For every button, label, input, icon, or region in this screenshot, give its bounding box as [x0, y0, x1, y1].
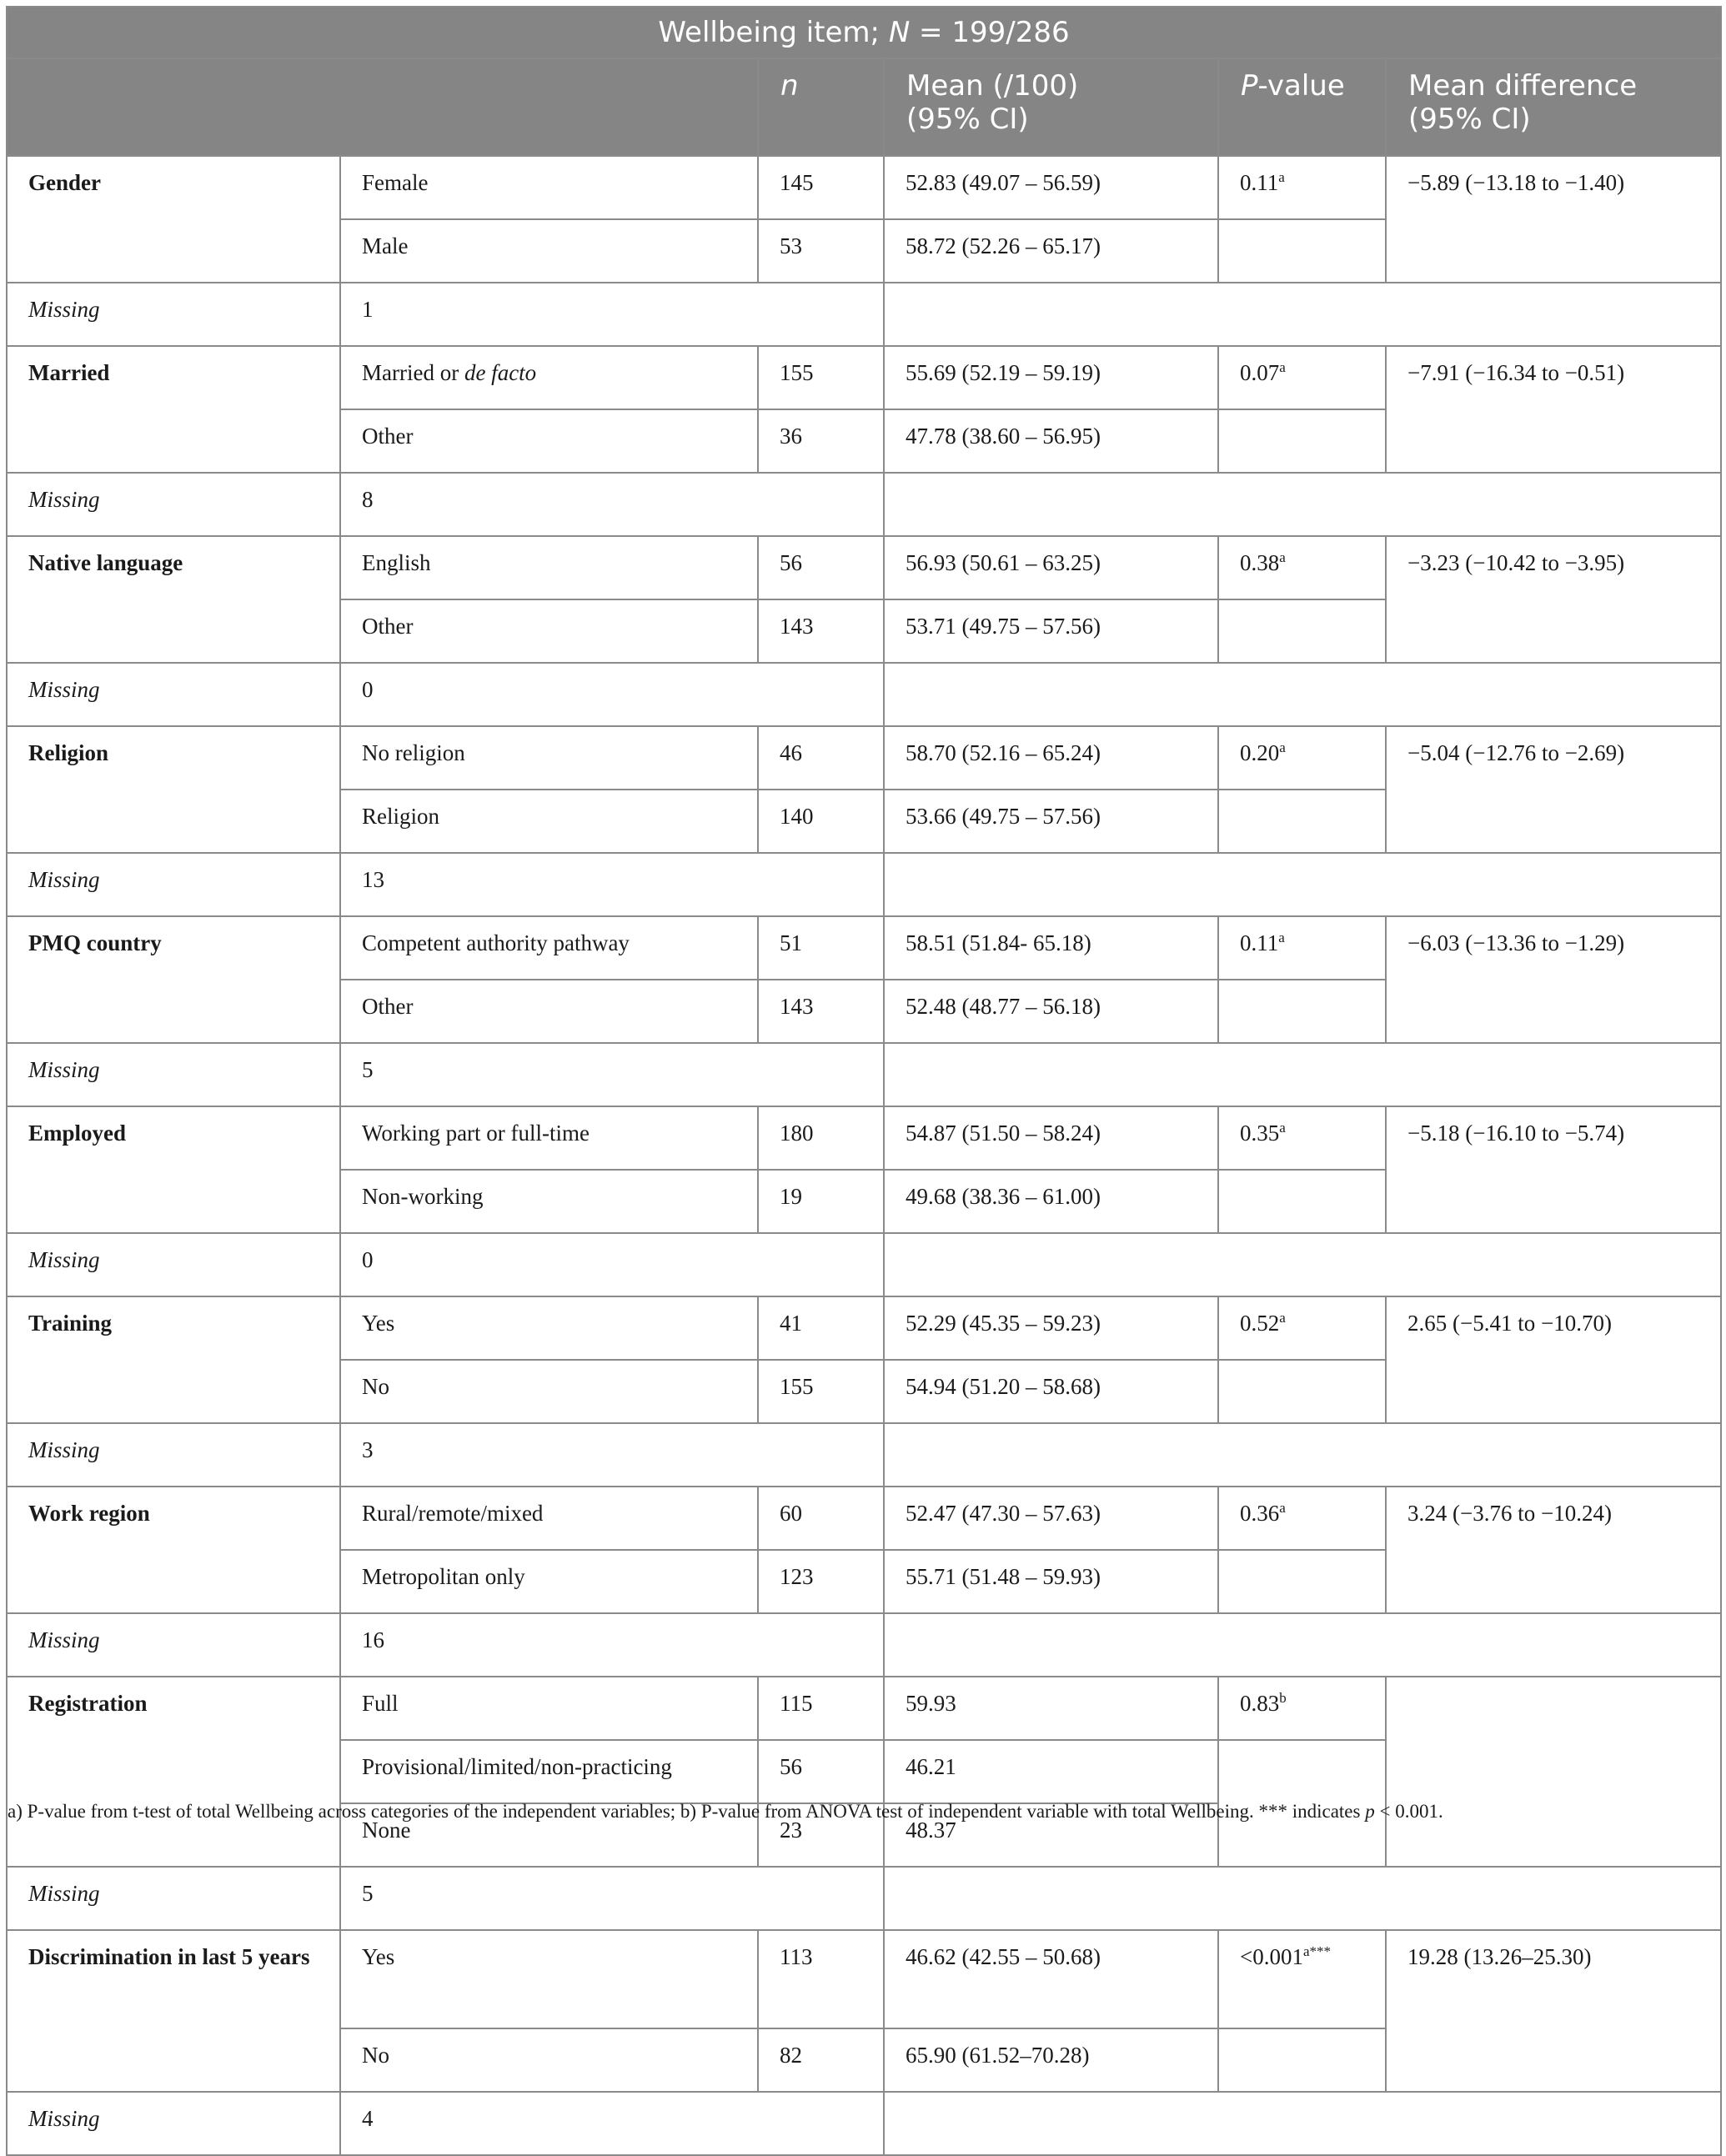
variable-name-cell: Married	[7, 346, 340, 473]
p-value-cell: 0.11$^a$	[1218, 916, 1386, 980]
n-cell: 143	[758, 980, 884, 1043]
n-cell: 60	[758, 1487, 884, 1550]
variable-name-cell: Gender	[7, 156, 340, 283]
mean-ci-cell: 52.47 (47.30 – 57.63)	[884, 1487, 1218, 1550]
missing-count-cell: 16	[340, 1613, 884, 1677]
table-body	[7, 156, 1721, 2155]
category-cell: Religion	[340, 790, 758, 853]
category-cell: Female	[340, 156, 758, 219]
column-header-p-value: P-value	[1218, 58, 1386, 156]
mean-difference-cell: 2.65 (−5.41 to −10.70)	[1386, 1296, 1721, 1423]
mean-difference-cell: −5.89 (−13.18 to −1.40)	[1386, 156, 1721, 283]
p-value-cell: 0.20$^a$	[1218, 726, 1386, 790]
missing-count-cell: 4	[340, 2092, 884, 2155]
table-row	[7, 536, 1721, 599]
mean-difference-cell: −5.18 (−16.10 to −5.74)	[1386, 1106, 1721, 1233]
p-value-superscript: a	[1279, 549, 1286, 565]
missing-row	[7, 1043, 1721, 1106]
mean-difference-cell: 19.28 (13.26–25.30)	[1386, 1930, 1721, 2092]
mean-ci-cell: 54.87 (51.50 – 58.24)	[884, 1106, 1218, 1170]
p-value-superscript: b	[1279, 1690, 1287, 1706]
p-value-empty-cell	[1218, 980, 1386, 1043]
table-title: Wellbeing item; N = 199/286	[7, 7, 1721, 58]
column-header-mean-difference: Mean difference (95% CI)	[1386, 58, 1721, 156]
category-cell: None	[340, 1803, 758, 1867]
table-row	[7, 1677, 1721, 1740]
category-cell: English	[340, 536, 758, 599]
n-cell: 145	[758, 156, 884, 219]
p-value-cell: $<0.001^{a***}$	[1218, 1930, 1386, 2028]
category-cell: No	[340, 2028, 758, 2092]
category-cell: No	[340, 1360, 758, 1423]
p-value-superscript: a	[1279, 1120, 1286, 1136]
n-cell: 123	[758, 1550, 884, 1613]
column-header-mean: Mean (/100) (95% CI)	[884, 58, 1218, 156]
category-cell: Provisional/limited/non-practicing	[340, 1740, 758, 1803]
missing-count-cell: 8	[340, 473, 884, 536]
missing-empty-cell	[884, 1233, 1721, 1296]
n-cell: 51	[758, 916, 884, 980]
category-cell: Rural/remote/mixed	[340, 1487, 758, 1550]
missing-label-cell: Missing	[7, 283, 340, 346]
mean-ci-cell: 49.68 (38.36 – 61.00)	[884, 1170, 1218, 1233]
variable-name-cell: Discrimination in last 5 years	[7, 1930, 340, 2092]
missing-label-cell: Missing	[7, 853, 340, 916]
p-value-superscript: a	[1278, 930, 1285, 945]
p-value-cell: 0.07$^a$	[1218, 346, 1386, 409]
n-cell: 53	[758, 219, 884, 283]
mean-difference-cell: −6.03 (−13.36 to −1.29)	[1386, 916, 1721, 1043]
mean-ci-cell: 58.72 (52.26 – 65.17)	[884, 219, 1218, 283]
missing-count-cell: 1	[340, 283, 884, 346]
p-value-empty-cell	[1218, 219, 1386, 283]
mean-difference-cell: −5.04 (−12.76 to −2.69)	[1386, 726, 1721, 853]
category-cell: Working part or full-time	[340, 1106, 758, 1170]
category-cell: Metropolitan only	[340, 1550, 758, 1613]
n-cell: 155	[758, 346, 884, 409]
p-value-empty-cell	[1218, 790, 1386, 853]
missing-count-cell: 13	[340, 853, 884, 916]
missing-count-cell: 5	[340, 1043, 884, 1106]
mean-difference-cell: −3.23 (−10.42 to −3.95)	[1386, 536, 1721, 663]
n-cell: 46	[758, 726, 884, 790]
n-cell: 140	[758, 790, 884, 853]
p-value-cell: 0.11$^a$	[1218, 156, 1386, 219]
mean-ci-cell: 52.83 (49.07 – 56.59)	[884, 156, 1218, 219]
mean-ci-cell: 54.94 (51.20 – 58.68)	[884, 1360, 1218, 1423]
missing-empty-cell	[884, 1867, 1721, 1930]
missing-label-cell: Missing	[7, 2092, 340, 2155]
missing-row	[7, 1867, 1721, 1930]
header-blank-cell	[7, 58, 758, 156]
mean-ci-cell: 47.78 (38.60 – 56.95)	[884, 409, 1218, 473]
variable-name-cell: PMQ country	[7, 916, 340, 1043]
table-row	[7, 1106, 1721, 1170]
p-value-empty-cell	[1218, 1550, 1386, 1613]
missing-row	[7, 473, 1721, 536]
mean-ci-cell: 65.90 (61.52–70.28)	[884, 2028, 1218, 2092]
table-row	[7, 1487, 1721, 1550]
n-cell: 23	[758, 1803, 884, 1867]
missing-label-cell: Missing	[7, 1423, 340, 1487]
missing-label-cell: Missing	[7, 473, 340, 536]
p-value-superscript: a***	[1302, 1943, 1332, 1959]
category-cell: Other	[340, 980, 758, 1043]
missing-row	[7, 2092, 1721, 2155]
n-cell: 143	[758, 599, 884, 663]
p-value-empty-cell	[1218, 1170, 1386, 1233]
n-cell: 56	[758, 1740, 884, 1803]
mean-ci-cell: 53.66 (49.75 – 57.56)	[884, 790, 1218, 853]
mean-difference-cell	[1386, 1677, 1721, 1867]
p-value-cell: 0.52$^a$	[1218, 1296, 1386, 1360]
mean-ci-cell: 58.70 (52.16 – 65.24)	[884, 726, 1218, 790]
table-row	[7, 346, 1721, 409]
missing-label-cell: Missing	[7, 1043, 340, 1106]
category-cell: No religion	[340, 726, 758, 790]
missing-empty-cell	[884, 283, 1721, 346]
missing-empty-cell	[884, 1423, 1721, 1487]
p-value-empty-cell	[1218, 2028, 1386, 2092]
n-cell: 180	[758, 1106, 884, 1170]
category-cell: Male	[340, 219, 758, 283]
category-cell: Competent authority pathway	[340, 916, 758, 980]
missing-count-cell: 0	[340, 1233, 884, 1296]
p-value-superscript: a	[1279, 1310, 1286, 1326]
table-footnote: a) P-value from t-test of total Wellbeing across categories of the independent variables; b) P-value from ANOVA test of independent variable with total Wellbeing. *** indicates p < 0.001.	[8, 1801, 1443, 1822]
mean-ci-cell: 59.93	[884, 1677, 1218, 1740]
mean-ci-cell: 55.71 (51.48 – 59.93)	[884, 1550, 1218, 1613]
category-cell: Yes	[340, 1930, 758, 2028]
mean-difference-cell: −7.91 (−16.34 to −0.51)	[1386, 346, 1721, 473]
p-value-cell: 0.38$^a$	[1218, 536, 1386, 599]
mean-ci-cell: 46.62 (42.55 – 50.68)	[884, 1930, 1218, 2028]
n-cell: 19	[758, 1170, 884, 1233]
missing-empty-cell	[884, 1043, 1721, 1106]
mean-ci-cell: 58.51 (51.84- 65.18)	[884, 916, 1218, 980]
missing-count-cell: 0	[340, 663, 884, 726]
category-cell: Non-working	[340, 1170, 758, 1233]
variable-name-cell: Training	[7, 1296, 340, 1423]
column-header-n: n	[758, 58, 884, 156]
p-value-empty-cell	[1218, 599, 1386, 663]
mean-ci-cell: 48.37	[884, 1803, 1218, 1867]
n-cell: 115	[758, 1677, 884, 1740]
missing-label-cell: Missing	[7, 663, 340, 726]
missing-label-cell: Missing	[7, 1613, 340, 1677]
missing-empty-cell	[884, 663, 1721, 726]
variable-name-cell: Native language	[7, 536, 340, 663]
category-cell: Other	[340, 599, 758, 663]
variable-name-cell: Employed	[7, 1106, 340, 1233]
mean-ci-cell: 55.69 (52.19 – 59.19)	[884, 346, 1218, 409]
n-cell: 36	[758, 409, 884, 473]
table-row	[7, 916, 1721, 980]
p-value-superscript: a	[1279, 740, 1286, 755]
missing-row	[7, 1423, 1721, 1487]
missing-count-cell: 3	[340, 1423, 884, 1487]
category-cell: Full	[340, 1677, 758, 1740]
n-cell: 41	[758, 1296, 884, 1360]
variable-name-cell: Registration	[7, 1677, 340, 1867]
p-value-cell: 0.83$^b$	[1218, 1677, 1386, 1740]
mean-ci-cell: 53.71 (49.75 – 57.56)	[884, 599, 1218, 663]
mean-difference-cell: 3.24 (−3.76 to −10.24)	[1386, 1487, 1721, 1613]
missing-empty-cell	[884, 2092, 1721, 2155]
missing-empty-cell	[884, 853, 1721, 916]
missing-empty-cell	[884, 473, 1721, 536]
table-row	[7, 726, 1721, 790]
table-row	[7, 156, 1721, 219]
n-cell: 82	[758, 2028, 884, 2092]
variable-name-cell: Religion	[7, 726, 340, 853]
missing-row	[7, 1613, 1721, 1677]
p-value-empty-cell	[1218, 409, 1386, 473]
results-table	[6, 6, 1722, 2156]
p-value-superscript: a	[1279, 1500, 1286, 1516]
missing-row	[7, 1233, 1721, 1296]
p-value-cell: 0.35$^a$	[1218, 1106, 1386, 1170]
missing-count-cell: 5	[340, 1867, 884, 1930]
missing-row	[7, 283, 1721, 346]
table-row	[7, 1296, 1721, 1360]
missing-empty-cell	[884, 1613, 1721, 1677]
table-row	[7, 1930, 1721, 2028]
n-cell: 155	[758, 1360, 884, 1423]
p-value-superscript: a	[1278, 169, 1285, 185]
category-cell: Other	[340, 409, 758, 473]
mean-ci-cell: 46.21	[884, 1740, 1218, 1803]
category-cell: Yes	[340, 1296, 758, 1360]
mean-ci-cell: 52.48 (48.77 – 56.18)	[884, 980, 1218, 1043]
n-cell: 113	[758, 1930, 884, 2028]
p-value-superscript: a	[1279, 359, 1286, 375]
category-cell: Married or de facto	[340, 346, 758, 409]
missing-row	[7, 853, 1721, 916]
p-value-empty-cell	[1218, 1360, 1386, 1423]
mean-ci-cell: 56.93 (50.61 – 63.25)	[884, 536, 1218, 599]
mean-ci-cell: 52.29 (45.35 – 59.23)	[884, 1296, 1218, 1360]
variable-name-cell: Work region	[7, 1487, 340, 1613]
p-value-cell: 0.36$^a$	[1218, 1487, 1386, 1550]
missing-label-cell: Missing	[7, 1233, 340, 1296]
missing-label-cell: Missing	[7, 1867, 340, 1930]
n-cell: 56	[758, 536, 884, 599]
missing-row	[7, 663, 1721, 726]
